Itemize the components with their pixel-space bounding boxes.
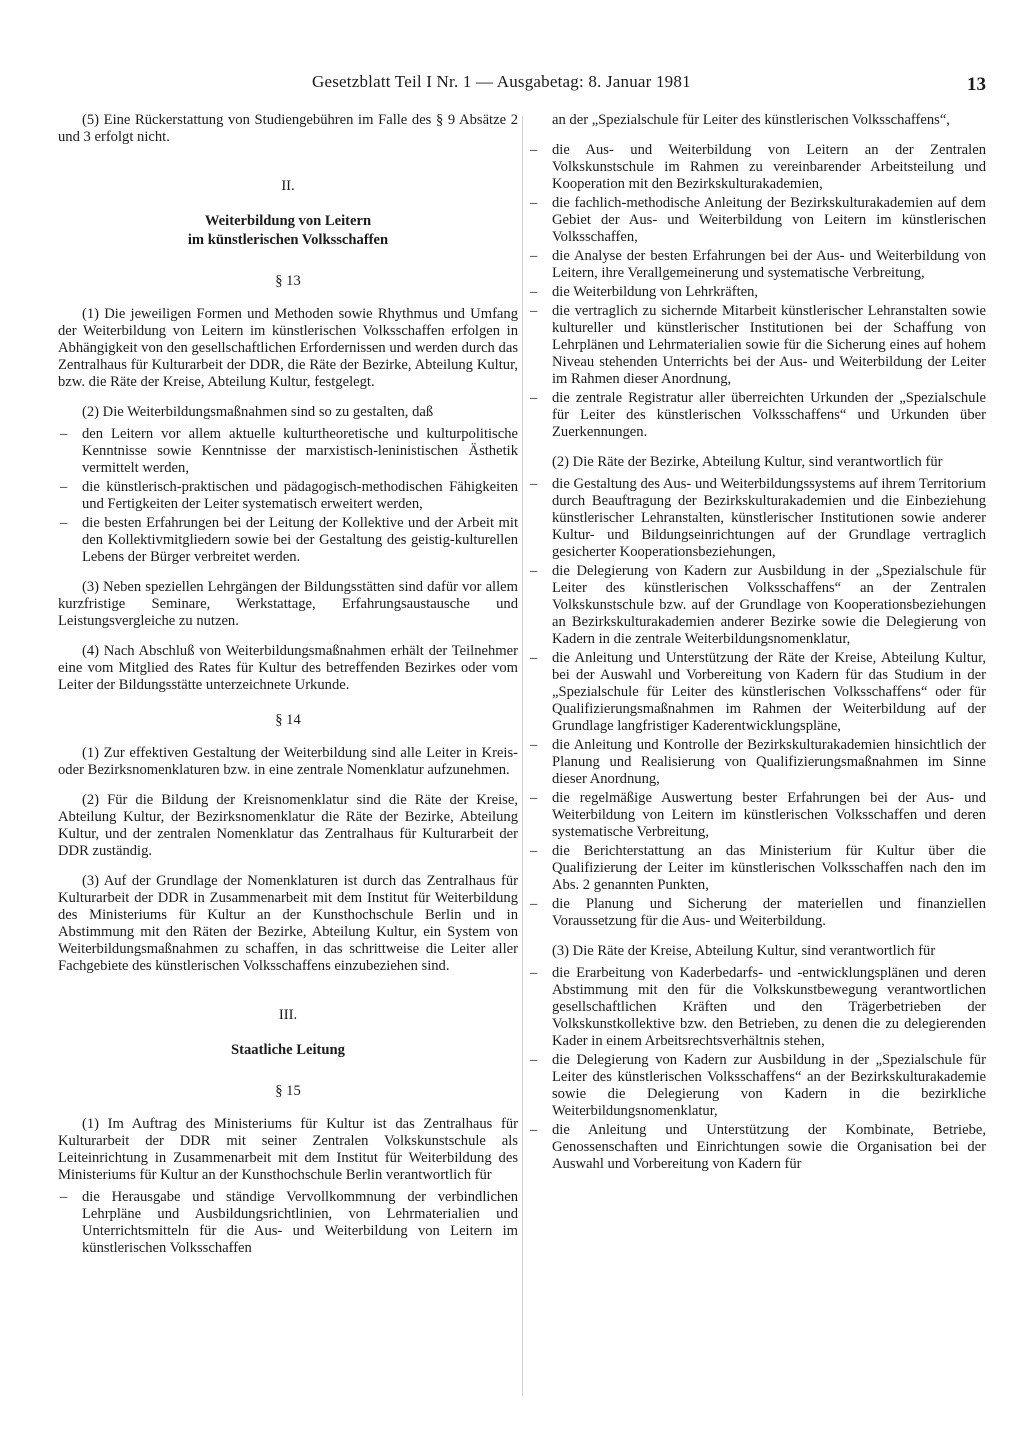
- list-item: – die Weiterbildung von Lehrkräften,: [528, 284, 986, 301]
- continuation-text: an der „Spezialschule für Leiter des künstlerischen Volksschaffens“,: [552, 112, 950, 128]
- list-item: – die Anleitung und Unterstützung der Räte der Kreise, Abteilung Kultur, bei der Auswahl und Vorbereitung von Kadern für das Studium in der „Spezialschule für Leiter des künstlerischen Volksschaffens“ oder für Qualifizierungsmaßnahmen im Rahmen der Weiterbildung auf der Grundlage langfristiger Kaderentwicklungspläne,: [528, 650, 986, 735]
- dash-list: [528, 965, 986, 1173]
- list-item: – die künstlerisch-praktischen und pädagogisch-methodischen Fähigkeiten und Fertigkeiten der Leiter systematisch erweitert werden,: [58, 479, 518, 513]
- list-item: – die Aus- und Weiterbildung von Leitern an der Zentralen Volkskunstschule im Rahmen zu vereinbarender Arbeitsteilung und Kooperation mit den Bezirkskulturakademien,: [528, 142, 986, 193]
- paragraph: (1) Im Auftrag des Ministeriums für Kultur ist das Zentralhaus für Kulturarbeit der DDR mit seiner Zentralen Volkskunstschule als Leiteinrichtung in Zusammenarbeit mit dem Institut für Weiterbildung des Ministeriums für Kultur an der Kunsthochschule Berlin verantwortlich für: [58, 1116, 518, 1183]
- dash-list: [528, 142, 986, 441]
- right-column: [528, 112, 986, 1186]
- list-item: – die Berichterstattung an das Ministerium für Kultur über die Qualifizierung der Leiter im künstlerischen Volksschaffen nach den im Abs. 2 genannten Punkten,: [528, 843, 986, 894]
- paragraph: (2) Die Räte der Bezirke, Abteilung Kultur, sind verantwortlich für: [552, 454, 943, 470]
- list-item: – die Delegierung von Kadern zur Ausbildung in der „Spezialschule für Leiter des künstlerischen Volksschaffens“ an der Bezirkskulturakademie sowie die Delegierung von Kadern in die bezirkliche Weiterbildungsnomenklatur,: [528, 1052, 986, 1120]
- section-heading: Staatliche Leitung: [231, 1042, 345, 1058]
- list-item: – den Leitern vor allem aktuelle kulturtheoretische und kulturpolitische Kenntnisse sowie Kenntnisse der marxistisch-leninistischen Ästhetik vermittelt werden,: [58, 426, 518, 477]
- heading-block-iii: [58, 1042, 518, 1059]
- paragraph: (3) Die Räte der Kreise, Abteilung Kultur, sind verantwortlich für: [552, 943, 936, 959]
- paragraph: (1) Die jeweiligen Formen und Methoden sowie Rhythmus und Umfang der Weiterbildung von Leitern im künstlerischen Volksschaffen erfolgen in Abhängigkeit von den gesellschaftlichen Erfordernissen und werden durch das Zentralhaus für Kulturarbeit der DDR, die Räte der Bezirke, Abteilung Kultur, bzw. die Räte der Kreise, Abteilung Kultur, festgelegt.: [58, 306, 518, 390]
- gazette-title: Gesetzblatt Teil I Nr. 1 — Ausgabetag: 8. Januar 1981: [312, 72, 691, 91]
- paragraph-5: (5) Eine Rückerstattung von Studiengebühren im Falle des § 9 Absätze 2 und 3 erfolgt nicht.: [58, 112, 518, 145]
- column-divider: [522, 116, 523, 1396]
- paragraph: (3) Auf der Grundlage der Nomenklaturen ist durch das Zentralhaus für Kulturarbeit der DDR in Zusammenarbeit mit dem Institut für Weiterbildung des Ministeriums für Kultur an der Kunsthochschule Berlin und in Abstimmung mit den Räten der Bezirke, Abteilung Kultur, ein System von Weiterbildungsmaßnahmen zu schaffen, in das schrittweise die Leiter aller Fachgebiete des künstlerischen Volksschaffens einzubeziehen sind.: [58, 873, 518, 974]
- list-item: – die besten Erfahrungen bei der Leitung der Kollektive und der Arbeit mit den Kollektivmitgliedern sowie bei der Gestaltung des geistig-kulturellen Lebens der Bürger verbreitet werden.: [58, 515, 518, 566]
- list-item: – die regelmäßige Auswertung bester Erfahrungen bei der Aus- und Weiterbildung von Leitern im künstlerischen Volksschaffen und deren systematische Verbreitung,: [528, 790, 986, 841]
- list-item: – die Anleitung und Unterstützung der Kombinate, Betriebe, Genossenschaften und Einrichtungen sowie die Organisation bei der Auswahl und Vorbereitung von Kadern für: [528, 1122, 986, 1173]
- paragraph-sign-15: § 15: [275, 1083, 301, 1099]
- list-item: – die Anleitung und Kontrolle der Bezirkskulturakademien hinsichtlich der Planung und Realisierung von Qualifizierungsmaßnahmen im Sinne dieser Anordnung,: [528, 737, 986, 788]
- list-item: – die fachlich-methodische Anleitung der Bezirkskulturakademien auf dem Gebiet der Aus- und Weiterbildung von Leitern im künstlerischen Volksschaffen,: [528, 195, 986, 246]
- list-item: – die Herausgabe und ständige Vervollkommnung der verbindlichen Lehrpläne und Ausbildungsrichtlinien, von Lehrmaterialien und Unterrichtsmitteln für die Aus- und Weiterbildung von Leitern im künstlerischen Volksschaffen: [58, 1189, 518, 1257]
- left-column: [58, 112, 518, 1270]
- paragraph-sign-14: § 14: [275, 712, 301, 728]
- paragraph-sign-13: § 13: [275, 273, 301, 289]
- dash-list: [58, 426, 518, 566]
- paragraph: (2) Für die Bildung der Kreisnomenklatur sind die Räte der Kreise, Abteilung Kultur, der Bezirksnomenklatur die Räte der Bezirke, Abteilung Kultur, und der zentralen Nomenklatur das Zentralhaus für Kulturarbeit der DDR zuständig.: [58, 792, 518, 859]
- paragraph: (4) Nach Abschluß von Weiterbildungsmaßnahmen erhält der Teilnehmer eine vom Mitglied des Rates für Kultur des betreffenden Bezirkes oder vom Leiter der Bildungsstätte unterzeichnete Urkunde.: [58, 643, 518, 693]
- dash-list: [528, 476, 986, 930]
- section-heading: Weiterbildung von Leitern: [204, 213, 372, 229]
- paragraph: (3) Neben speziellen Lehrgängen der Bildungsstätten sind dafür vor allem kurzfristige Seminare, Werkstattage, Erfahrungsaustausche und Leistungsvergleiche zu nutzen.: [58, 579, 518, 629]
- paragraph: (2) Die Weiterbildungsmaßnahmen sind so zu gestalten, daß: [82, 404, 434, 420]
- list-item: – die Planung und Sicherung der materiellen und finanziellen Voraussetzung für die Aus- und Weiterbildung.: [528, 896, 986, 930]
- section-heading: im künstlerischen Volksschaffen: [187, 232, 389, 248]
- page-header: [300, 72, 990, 102]
- heading-block-ii: [58, 213, 518, 249]
- list-item: – die Delegierung von Kadern zur Ausbildung in der „Spezialschule für Leiter des künstlerischen Volksschaffens“ an der Zentralen Volkskunstschule bzw. auf der Grundlage von Kooperationsbeziehungen an Bezirkskulturakademien anderer Bezirke sowie die Delegierung von Kadern in die zentrale Weiterbildungsnomenklatur,: [528, 563, 986, 648]
- list-item: – die vertraglich zu sichernde Mitarbeit künstlerischer Lehranstalten sowie kultureller und künstlerischer Institutionen bei der Schaffung von Lehrplänen und Lehrmaterialien sowie für die Sicherung eines auf hohem Niveau stehenden Unterrichts bei der Aus- und Weiterbildung der Leiter im Rahmen dieser Anordnung,: [528, 303, 986, 388]
- section-number-ii: II.: [281, 178, 295, 194]
- paragraph: (1) Zur effektiven Gestaltung der Weiterbildung sind alle Leiter in Kreis- oder Bezirksnomenklaturen bzw. in eine zentrale Nomenklatur aufzunehmen.: [58, 745, 518, 778]
- section-number-iii: III.: [278, 1007, 298, 1023]
- list-item: – die Analyse der besten Erfahrungen bei der Aus- und Weiterbildung von Leitern, ihre Verallgemeinerung und systematische Verbreitung,: [528, 248, 986, 282]
- page-number: 13: [967, 74, 986, 95]
- list-item: – die zentrale Registratur aller überreichten Urkunden der „Spezialschule für Leiter des künstlerischen Volksschaffens“ und Urkunden über Zuerkennungen.: [528, 390, 986, 441]
- dash-list: [58, 1189, 518, 1257]
- list-item: – die Gestaltung des Aus- und Weiterbildungssystems auf ihrem Territorium durch Beauftragung der Bezirkskulturakademien und die Einbeziehung künstlerischer Lehranstalten, künstlerischer Institutionen sowie anderer Kultur- und Bildungseinrichtungen auf der Grundlage vertraglich gesicherter Kooperationsbeziehungen,: [528, 476, 986, 561]
- list-item: – die Erarbeitung von Kaderbedarfs- und -entwicklungsplänen und deren Abstimmung mit den für die Volkskunstbewegung verantwortlichen gesellschaftlichen Kräften und den Trägerbetrieben der Volkskunstkollektive bzw. den Betrieben, zu denen die zu delegierenden Kader in einem Arbeitsrechtsverhältnis stehen,: [528, 965, 986, 1050]
